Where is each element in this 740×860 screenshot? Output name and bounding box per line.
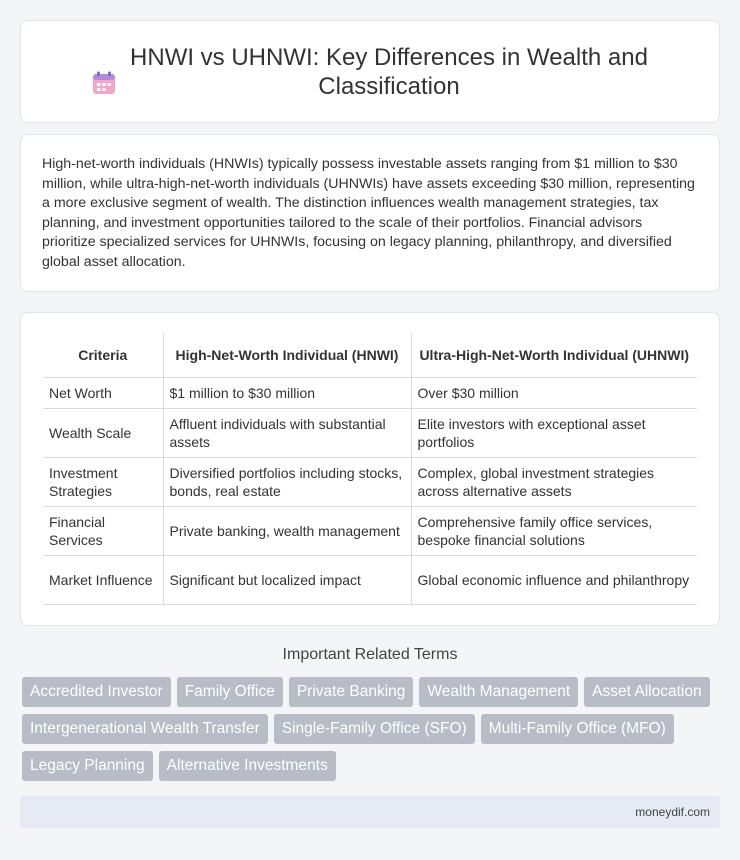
comparison-card [20,312,720,626]
comparison-table [43,333,697,605]
tag-family-office[interactable]: Family Office [177,677,283,707]
table-row [43,457,697,506]
row-uhnwi: Over $30 million [411,377,697,408]
row-hnwi: $1 million to $30 million [163,377,411,408]
tag-alternative-investments[interactable]: Alternative Investments [159,751,336,781]
row-uhnwi: Elite investors with exceptional asset portfolios [411,408,697,457]
row-hnwi: Private banking, wealth management [163,506,411,555]
intro-card [20,134,720,292]
header-criteria: Criteria [43,333,163,377]
row-hnwi: Affluent individuals with substantial assets [163,408,411,457]
table-row [43,408,697,457]
row-criteria: Investment Strategies [43,457,163,506]
tag-private-banking[interactable]: Private Banking [289,677,414,707]
tag-single-family-office[interactable]: Single-Family Office (SFO) [274,714,475,744]
table-row [43,506,697,555]
row-criteria: Market Influence [43,555,163,604]
calendar-icon [91,70,117,96]
tag-intergenerational-wealth-transfer[interactable]: Intergenerational Wealth Transfer [22,714,268,744]
tag-legacy-planning[interactable]: Legacy Planning [22,751,153,781]
row-uhnwi: Global economic influence and philanthropy [411,555,697,604]
row-criteria: Financial Services [43,506,163,555]
related-terms-list [22,677,722,781]
intro-text: High-net-worth individuals (HNWIs) typically possess investable assets ranging from $1 million to $30 million, while ultra-high-net-worth individuals (UHNWIs) have assets exceeding $30 million, representing a more exclusive segment of wealth. The distinction influences wealth management strategies, tax planning, and investment opportunities tailored to the scale of their portfolios. Financial advisors prioritize specialized services for UHNWIs, focusing on legacy planning, philanthropy, and diversified global asset allocation. [42,156,695,270]
table-header-row [43,333,697,377]
footer-site[interactable]: moneydif.com [635,805,710,819]
page-title: HNWI vs UHNWI: Key Differences in Wealth and Classification [130,43,648,100]
row-hnwi: Diversified portfolios including stocks, bonds, real estate [163,457,411,506]
row-uhnwi: Comprehensive family office services, bespoke financial solutions [411,506,697,555]
row-criteria: Net Worth [43,377,163,408]
tag-accredited-investor[interactable]: Accredited Investor [22,677,171,707]
table-row [43,555,697,604]
related-terms-title: Important Related Terms [282,646,458,663]
row-hnwi: Significant but localized impact [163,555,411,604]
title-card [20,20,720,123]
header-uhnwi: Ultra-High-Net-Worth Individual (UHNWI) [411,333,697,377]
header-hnwi: High-Net-Worth Individual (HNWI) [163,333,411,377]
row-uhnwi: Complex, global investment strategies across alternative assets [411,457,697,506]
table-row [43,377,697,408]
footer [20,796,720,828]
row-criteria: Wealth Scale [43,408,163,457]
tag-asset-allocation[interactable]: Asset Allocation [584,677,709,707]
tag-multi-family-office[interactable]: Multi-Family Office (MFO) [481,714,674,744]
tag-wealth-management[interactable]: Wealth Management [419,677,578,707]
